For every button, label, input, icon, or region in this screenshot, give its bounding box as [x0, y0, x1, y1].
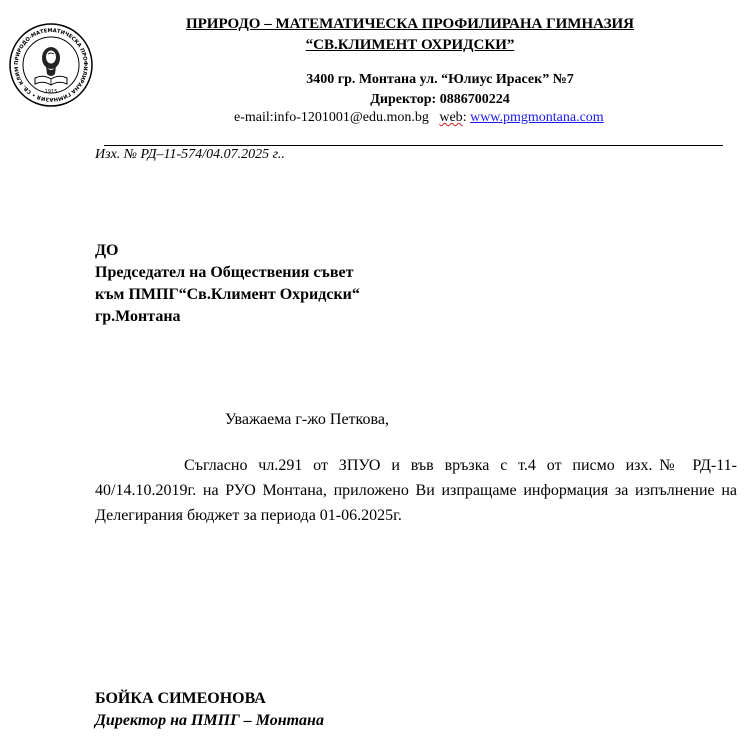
school-emblem-icon [8, 22, 94, 108]
school-name-line1: ПРИРОДО – МАТЕМАТИЧЕСКА ПРОФИЛИРАНА ГИМНАЗИЯ [185, 16, 635, 32]
email-text: e-mail:info-1201001@edu.mon.bg [234, 110, 429, 125]
school-address: 3400 гр. Монтана ул. “Юлиус Ирасек” №7 [306, 72, 574, 87]
school-logo [8, 22, 94, 108]
web-label: web [439, 110, 463, 125]
logo-ring-text: ПРИРОДО-МАТЕМАТИЧЕСКА ПРОФИЛИРАНА ГИМНАЗИЯ • СВ. КЛИМ [13, 27, 89, 103]
signer-name: БОЙКА СИМЕОНОВА [95, 690, 266, 707]
signer-title: Директор на ПМПГ – Монтана [95, 712, 324, 729]
recipient-line-4: гр.Монтана [95, 308, 181, 325]
recipient-block [95, 240, 360, 328]
contact-line [234, 110, 604, 126]
header-divider [104, 145, 723, 146]
greeting: Уважаема г-жо Петкова, [225, 411, 389, 428]
recipient-line-3: към ПМПГ“Св.Климент Охридски“ [95, 286, 360, 303]
director-phone: Директор: 0886700224 [370, 92, 510, 107]
school-name-line2: “СВ.КЛИМЕНТ ОХРИДСКИ” [305, 37, 515, 53]
web-separator: : [462, 110, 467, 125]
letter-body: Съгласно чл.291 от ЗПУО и във връзка с т.4 от писмо изх.№ РД-11-40/14.10.2019г. на РУО Монтана, приложено Ви изпращаме информация за изпълнение на Делегирания бюджет за периода 01-06.2025г. [95, 457, 737, 524]
recipient-line-2: Председател на Обществения съвет [95, 264, 354, 281]
website-link[interactable]: www.pmgmontana.com [470, 110, 604, 125]
outgoing-reference: Изх. № РД–11-574/04.07.2025 г.. [95, 147, 285, 162]
logo-year: 1915 [44, 89, 58, 95]
recipient-line-1: ДО [95, 242, 119, 259]
